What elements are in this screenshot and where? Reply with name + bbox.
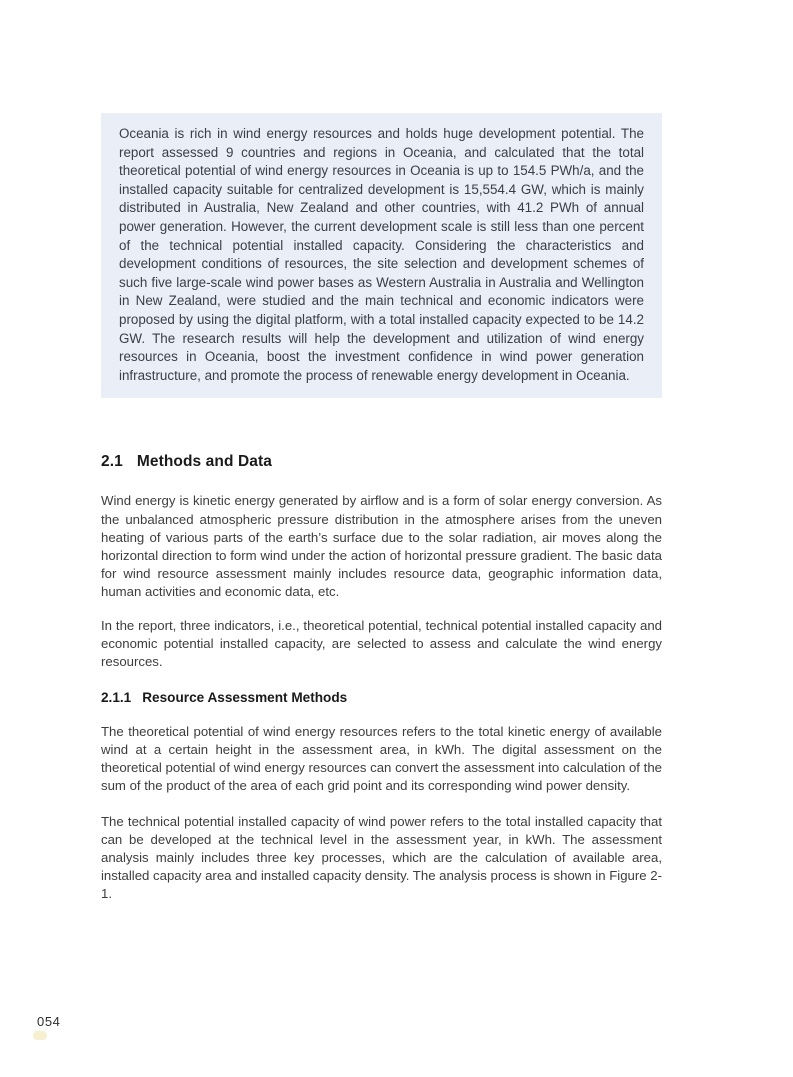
subsection-heading xyxy=(101,690,662,705)
section-number: 2.1 xyxy=(101,453,123,471)
subsection-title: Resource Assessment Methods xyxy=(142,690,348,706)
content-column xyxy=(101,0,662,902)
subsection-paragraph: The technical potential installed capacity of wind power refers to the total installed capacity that can be developed at the technical level in the assessment year, in kWh. The assessment analysis mainly includes three key processes, which are the calculation of available area, installed capacity area and installed capacity density. The analysis process is shown in Figure 2-1. xyxy=(101,814,663,901)
section-title: Methods and Data xyxy=(136,453,272,471)
subsection-number: 2.1.1 xyxy=(101,690,132,706)
abstract-highlight-box xyxy=(101,113,662,398)
subsection-paragraph: The theoretical potential of wind energy resources refers to the total kinetic energy of available wind at a certain height in the assessment area, in kWh. The digital assessment on the theoretical potential of wind energy resources can convert the assessment into calculation of the sum of the product of the area of each grid point and its corresponding wind power density. xyxy=(101,724,662,793)
section-paragraph: In the report, three indicators, i.e., theoretical potential, technical potential installed capacity and economic potential installed capacity, are selected to assess and calculate the wind energy resources. xyxy=(101,617,662,669)
footer-accent-mark xyxy=(33,1031,47,1040)
section-heading xyxy=(101,453,662,471)
page-number: 054 xyxy=(37,1014,61,1029)
abstract-text: Oceania is rich in wind energy resources and holds huge development potential. The report assessed 9 countries and regions in Oceania, and calculated that the total theoretical potential of wind energy resources in Oceania is up to 154.5 PWh/a, and the installed capacity suitable for centralized development is 15,554.4 GW, which is mainly distributed in Australia, New Zealand and other countries, with 41.2 PWh of annual power generation. However, the current development scale is still less than one percent of the technical potential installed capacity. Considering the characteristics and development conditions of resources, the site selection and development schemes of such five large-scale wind power bases as Western Australia in Australia and Wellington in New Zealand, were studied and the main technical and economic indicators were proposed by using the digital platform, with a total installed capacity expected to be 14.2 GW. The research results will help the development and utilization of wind energy resources in Oceania, boost the investment confidence in wind power generation infrastructure, and promote the process of renewable energy development in Oceania. xyxy=(119,126,644,383)
section-paragraph: Wind energy is kinetic energy generated by airflow and is a form of solar energy conversion. As the unbalanced atmospheric pressure distribution in the atmosphere arises from the uneven heating of various parts of the earth’s surface due to the solar radiation, air moves along the horizontal direction to form wind under the action of horizontal pressure gradient. The basic data for wind resource assessment mainly includes resource data, geographic information data, human activities and economic data, etc. xyxy=(101,493,662,600)
